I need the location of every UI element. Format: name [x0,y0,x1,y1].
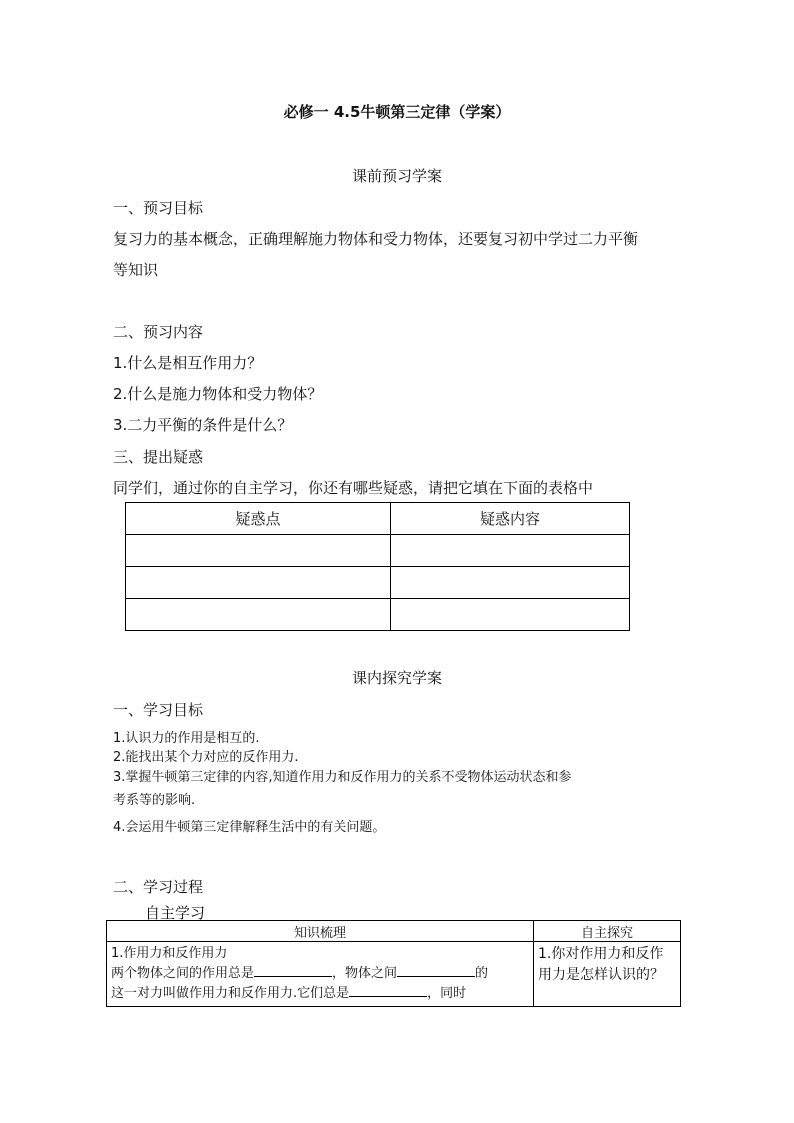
knowledge-text: 的 [475,966,489,981]
doubt-content-cell[interactable] [391,599,630,631]
knowledge-header: 知识梳理 [107,921,534,942]
table-row [126,535,630,567]
self-study-label: 自主学习 [145,904,206,922]
preview-question-1: 1.什么是相互作用力？ [113,354,263,372]
learning-goal-1: 1.认识力的作用是相互的. [113,731,260,746]
knowledge-text: 两个物体之间的作用总是 [111,966,255,981]
learning-goal-3-line1: 3.掌握牛顿第三定律的内容,知道作用力和反作用力的关系不受物体运动状态和参 [113,770,572,785]
preview-question-3: 3.二力平衡的条件是什么？ [113,416,293,434]
doubt-point-cell[interactable] [126,599,391,631]
knowledge-line-2 [111,964,529,984]
doubt-point-cell[interactable] [126,535,391,567]
doubt-heading: 三、提出疑惑 [113,448,204,466]
preview-goal-text-line1: 复习力的基本概念，正确理解施力物体和受力物体，还要复习初中学过二力平衡 [113,230,639,248]
learning-goal-4: 4.会运用牛顿第三定律解释生活中的有关问题。 [113,820,386,835]
doubt-point-cell[interactable] [126,567,391,599]
learning-goal-heading: 一、学习目标 [113,701,204,719]
knowledge-text: ，物体之间 [332,966,398,981]
learning-process-heading: 二、学习过程 [113,878,204,896]
knowledge-cell [107,942,534,1007]
doubt-intro: 同学们，通过你的自主学习，你还有哪些疑惑，请把它填在下面的表格中 [113,479,594,497]
doubt-content-cell[interactable] [391,535,630,567]
explore-line-1: 1.你对作用力和反作 [538,946,664,962]
preview-goal-text-line2: 等知识 [113,261,159,279]
fill-blank[interactable] [254,964,332,977]
learning-goal-2: 2.能找出某个力对应的反作用力. [113,750,299,765]
knowledge-table [106,920,681,1007]
page-title: 必修一 4.5牛顿第三定律（学案） [283,103,511,121]
preview-goal-heading: 一、预习目标 [113,199,204,217]
learning-goal-3-line2: 考系等的影响. [113,793,196,808]
knowledge-line-1: 1.作用力和反作用力 [111,946,228,961]
table-header-row [126,503,630,535]
preview-question-2: 2.什么是施力物体和受力物体？ [113,385,323,403]
fill-blank[interactable] [397,964,475,977]
section-heading-preclass: 课前预习学案 [351,167,442,185]
explore-header: 自主探究 [534,921,681,942]
doubt-content-cell[interactable] [391,567,630,599]
doubt-point-header: 疑惑点 [126,503,391,535]
table-row [126,567,630,599]
explore-cell [534,942,681,1007]
table-row [126,599,630,631]
doubt-table [125,502,630,631]
knowledge-text: ，同时 [427,986,467,1001]
doubt-content-header: 疑惑内容 [391,503,630,535]
fill-blank[interactable] [349,984,427,997]
table-row [107,942,681,1007]
section-heading-inclass: 课内探究学案 [351,669,442,687]
knowledge-text: 这一对力叫做作用力和反作用力.它们总是 [111,986,350,1001]
explore-line-2: 用力是怎样认识的？ [538,967,664,983]
knowledge-line-3 [111,984,529,1004]
preview-content-heading: 二、预习内容 [113,323,204,341]
table-header-row [107,921,681,942]
